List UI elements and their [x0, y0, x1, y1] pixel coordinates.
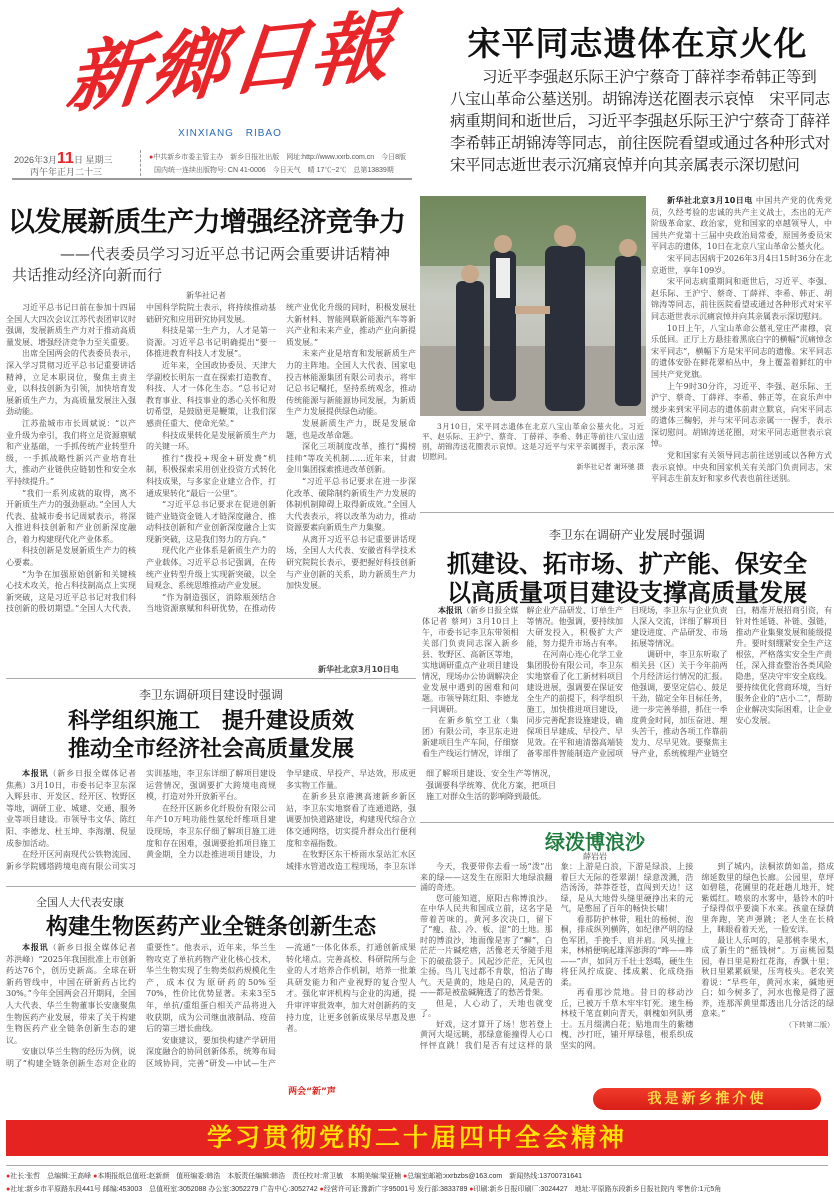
date-suffix: 日 星期三: [73, 155, 113, 165]
photo-caption: 3月10日，宋平同志遗体在北京八宝山革命公墓火化。习近平、赵乐际、王沪宁、蔡奇、丁薛祥、李希、韩正等前往八宝山送别，胡锦涛送花圈表示哀悼。这是习近平与宋平亲属握手，表示深切慰问。: [422, 422, 644, 461]
paragraph: 再看那沙荒地。昔日的移动沙丘，已被万千草木牢牢钉死。速生杨林枝干笔直刺向青天，刺槐如列队勇士。五月缀满白花；贴地而生的紫穗槐、沙打旺，铺开厚绿毯，根系织成坚实的网。: [560, 988, 694, 1050]
paragraph: 安康建议，要加快构建产学研用深度融合的协同创新体系，统筹布局区域协同，完善“研发—中试—生产—流通”一体化体系，打通创新成果转化堵点。完善高校、科研院所与企业的人才培养合作机制，培养一批兼具研发能力和产业视野的复合型人才。强化审评机构与企业的沟通，提升审评审批效率，加大对创新药的支持力度，让更多创新成果尽早惠及患者。: [146, 943, 416, 1068]
location-pin-icon: ●: [149, 154, 154, 161]
story6-body: [420, 862, 834, 1084]
paragraph-text: 3月10日，市委书记李卫东深入辉县市、开发区、经开区、牧野区等地，调研工业、城建、交通、服务业等项目建设。市领导韦文华、陈红阳、李德龙、杜玉坤、李海潮、倪显成参加活动。: [6, 780, 136, 848]
paragraph: “为争在加强原始创新和关键核心技术攻关，抢占科技制高点上实现新突破，这是习近平总书记对我们科技创新的殷切期望。”全国人大代表、中国科学院院士表示，将持续推动基础研究和应用研究协同发展。: [6, 303, 276, 614]
paragraph: [6, 768, 136, 849]
lead-label: 本报讯: [22, 769, 49, 778]
bullet-icon: ●: [403, 1173, 408, 1180]
photo-illustration: [420, 196, 646, 416]
footer-editors: 本期报纸总值班:赵新颜 值班编委:韩浩 本版责任编辑:韩浩 责任校对:常卫敏 本期美编:梁亚楠: [97, 1173, 402, 1180]
footer-line-1: [6, 1171, 828, 1181]
paragraph: 出席全国两会的代表委员表示，深入学习贯彻习近平总书记重要讲话精神，立足本职岗位，聚焦主责主业，以科技创新为引领，加快培育发展新质生产力，为高质量发展注入强劲动能。: [6, 349, 136, 417]
lunar-date: 丙午年正月二十三: [30, 167, 103, 177]
divider: [6, 886, 416, 887]
footer-printing: 印刷:新乡日报印刷厂:3024427 地址:平原路东段新乡日报社院内 零售价:1元5角: [473, 1186, 722, 1193]
paragraph: 宋平同志病重期间和逝世后，习近平、李强、赵乐际、王沪宁、蔡奇、丁薛祥、李希、韩正、胡锦涛等同志，前往医院看望或通过各种形式对宋平同志逝世表示沉痛哀悼并向其亲属表示深切慰问。: [651, 277, 832, 321]
paragraph: 从离开习近平总书记重要讲话现场，全国人大代表、安徽省科学技术研究院院长表示，要把握好科技创新与产业创新的关系，助力新质生产力加快发展。: [286, 534, 416, 591]
newspaper-logo: 新鄉日報: [62, 0, 398, 125]
story4-kicker: 李卫东调研项目建设时强调: [138, 688, 283, 702]
story4-headline-2: 推动全市经济社会高质量发展: [67, 737, 354, 762]
footer-line-2: [6, 1184, 828, 1194]
lead-headline: 宋平同志遗体在京火化: [467, 24, 808, 63]
date-day: 11: [57, 150, 74, 167]
paragraph: “我们一系列成就的取得，离不开新质生产力的强劲驱动。”全国人大代表、盐城市委书记周斌表示，将深入推进科技创新和产业创新深度融合，着力构建现代化产业体系。: [6, 488, 136, 544]
paragraph: 您可能知道，原阳古称博浪沙。在中华人民共和国成立前，这名字是带着苦味的。黄河多次决口，留下了“瘦、盐、冷、板、涩”的土地。那时的博浪沙，地面像是害了“癣”，白茫茫一片碱疙瘩，活像老天爷随手甩下的破盐袋子。风起沙茫茫，无风也尘扬。鸟儿飞过都不肯歇，怕沾了晦气。天是黄的，地是白的，风是苦的——都是被盐碱腌透了的愁苦骨架。: [420, 893, 553, 997]
news-photo: [420, 196, 646, 416]
paragraph: 科技是第一生产力，人才是第一资源。习近平总书记明确提出“要一体推进教育科技人才发展”。: [146, 326, 276, 359]
photo-credit: 新华社记者 谢环驰 摄: [576, 463, 644, 471]
bullet-icon: ●: [319, 1186, 324, 1193]
paragraph: 好戏，这才算开了场！您若登上黄河大堤远眺，那绿意能撞得人心口怦怦直跳！我们是否有过这样的景象：上游是白浪，下游是绿浪，上接着巨大无际的苍翠湖！绿意泼溅，浩浩汤汤，莽莽苍苍，直闯到天边！这绿，是从大地骨头缝里硬挣出来的元气，是憋屈了百年的畅快长啸！: [420, 862, 694, 1050]
lead-label: 本报讯: [438, 606, 463, 615]
paragraph: [422, 605, 519, 715]
footer-staff: 社长:张哲 总编辑:王高峰: [10, 1173, 92, 1180]
publisher-text: 中共新乡市委主管主办 新乡日报社出版 网址:http://www.xxrb.com.cn 今日8版: [153, 154, 407, 161]
paragraph: 在牧野区东干桥雨水泵站汇水区域排水管道改造工程现场，李卫东详细了解项目建设、安全生产等情况，强调要科学统筹、优化方案，把项目施工对群众生活的影响降到最低。: [286, 769, 556, 871]
story3-kicker: 李卫东在调研产业发展时强调: [548, 528, 705, 542]
divider: [420, 512, 834, 513]
paragraph: 未来产业是培育和发展新质生产力的主阵地。全国人大代表、国家电投吉林能源集团有限公司表示，将牢记总书记嘱托，坚持系统观念，推动传统能源与新能源协同发展，为新质生产力发展提供绿色动能。: [286, 349, 416, 417]
paragraph: “作为制造强区，消除瓶颈结合当地资源禀赋和科研优势，在推动传统产业优化升级的同时，积极发展壮大新材料、智能网联新能源汽车等新兴产业和未来产业，推动产业向新提质发展。”: [146, 303, 416, 614]
dateline: [12, 148, 412, 180]
paragraph: “习近平总书记要求在促进创新链产业链资金链人才链深度融合、推动科技创新和产业创新深度融合上实现新突破，这是我们努力的方向。”: [146, 500, 276, 544]
paragraph: “习近平总书记要求在进一步深化改革、破除制约新质生产力发展的体制机制障碍上取得新成效。”全国人大代表表示，将以改革为动力，推动资源要素向新质生产力集聚。: [286, 476, 416, 533]
reporter-note: （新乡日报全媒体记者 蔡珂）: [422, 606, 519, 626]
story3-headline-2: 以高质量项目建设支撑高质量发展: [447, 579, 807, 607]
dateline-lead: 新华社北京3月10日电: [667, 196, 753, 205]
divider: [420, 822, 834, 823]
story6-headline: 绿泼博浪沙: [545, 830, 645, 854]
bullet-icon: ●: [6, 1186, 11, 1193]
story4-headline: 科学组织施工 提升建设质效: [67, 709, 354, 734]
paragraph: 到了城内，法桐浓荫如盖，搭成绵延数里的绿色长廊。公园里，草坪如碧毯，花圃里的花赶趟儿地开，姹紫嫣红。喷泉的水雾中，悬铃木的叶子绿得似乎要滴下水来。孩童在绿荫里奔跑，笑声弹跳；老人坐在长椅上，眯眼看着天光，一脸安详。: [701, 862, 834, 934]
footer-address: 社址:新乡市平原路东段441号 邮编:453003 总值班室:3052088 办公室:3052279 广告中心:3052742: [10, 1186, 318, 1193]
divider: [6, 678, 416, 679]
paragraph: 调研中，李卫东听取了相关县（区）关于今年前两个月经济运行情况的汇报。他强调，要坚定信心、鼓足干劲，锚定全年目标任务，进一步完善举措，抓住一季度黄金时间，加压奋进、埋头苦干，推动各项工作靠前发力、尽早见效。要聚焦主导产业，系统梳理产业链空白，精准开展招商引资，有针对性延链、补链、强链，推动产业集聚发展和能级提升。要时刻绷紧安全生产这根弦，严格落实安全生产责任，深入排查整治各类风险隐患，坚决守牢安全底线。要持续优化营商环境，当好服务企业的“店小二”，帮助企业解决实际困难，让企业安心发展。: [631, 606, 832, 758]
paragraph: 在河南心连心化学工业集团股份有限公司，李卫东实地察看了化工新材料项目建设进展，强调要在保证安全生产的前提下，科学组织施工，加快推进项目建设，同步完善配套设施建设，确保项目早建成、早投产、早见效。在平和迪清器高端装备零部件智能制造产业园项目现场，李卫东与企业负责人深入交流，详细了解项目建设进度、产品研发、市场拓展等情况。: [526, 606, 728, 758]
story2-subhead: ——代表委员学习习近平总书记两会重要讲话精神: [60, 245, 391, 263]
publisher-info: [149, 152, 406, 162]
bullet-icon: ●: [6, 1173, 11, 1180]
issue-info: 国内统一连续出版物号: CN 41-0006 今日天气 晴 17℃~2℃ 总第13839期: [154, 167, 394, 174]
paragraph: 现代化产业体系是新质生产力的产业载体。习近平总书记强调，在传统产业转型升级上实现新突破，以全局观念、系统思维推动产业发展。: [146, 546, 276, 591]
paragraph-text: 3月10日上午，市委书记李卫东带领相关部门负责同志深入新乡县、牧野区、高新区等地，实地调研重点产业项目建设情况，现场办公协调解决企业发展中遇到的困难和问题。市领导陈红阳、李德龙一同调研。: [422, 617, 519, 714]
paragraph: 科技创新是发展新质生产力的核心要素。: [6, 546, 136, 568]
divider: [6, 1165, 828, 1166]
bullet-icon: ●: [93, 1173, 98, 1180]
paragraph: 江苏盐城市市长周斌说：“以产业升级为牵引，我们将立足资源禀赋和产业基础，一手抓传统产业转型升级，一手抓战略性新兴产业培育壮大，推动产业链供应链韧性和安全水平持续提升。”: [6, 418, 136, 486]
story2-end: 新华社北京3月10日电: [318, 665, 399, 674]
reporter-note: （新乡日报全媒体记者 苏洪峰）: [6, 943, 136, 964]
paragraph: 10日上午，八宝山革命公墓礼堂庄严肃穆，哀乐低回。正厅上方悬挂着黑底白字的横幅“沉痛悼念宋平同志”，横幅下方是宋平同志的遗像。宋平同志的遗体安卧在鲜花翠柏丛中，身上覆盖着鲜红的中国共产党党旗。: [651, 323, 832, 379]
story2-byline: 新华社记者: [186, 291, 226, 300]
paragraph: 发展新质生产力，既是发展命题，也是改革命题。: [286, 418, 416, 440]
promo-banner[interactable]: 我是新乡推介使: [593, 1088, 821, 1110]
paragraph: 推行“拨投+现金+研发费”机制，积极探索采用创业投资方式转化科技成果，与多家企业建立合作，打通成果转化“最后一公里”。: [146, 453, 276, 498]
story5-headline: 构建生物医药产业全链条创新生态: [45, 915, 376, 940]
paragraph: 习近平总书记日前在参加十四届全国人大四次会议江苏代表团审议时强调，发展新质生产力对于推动高质量发展、增强经济竞争力至关重要。: [6, 303, 136, 347]
continued-note: （下转第二版）: [784, 1020, 834, 1029]
divider: [140, 150, 141, 176]
paragraph-text: 中国共产党的优秀党员，久经考验的忠诚的共产主义战士，杰出的无产阶级革命家、政治家，党和国家的卓越领导人，中国共产党第十三届中央政治局常委，原国务委员宋平同志的遗体，10日在北京八宝山革命公墓火化。: [651, 196, 833, 252]
paragraph: 科技成果转化是发展新质生产力的关键一环。: [146, 430, 276, 452]
lead-subhead: 习近平李强赵乐际王沪宁蔡奇丁薛祥李希韩正等到八宝山革命公墓送别。胡锦涛送花圈表示哀悼 宋平同志病重期间和逝世后，习近平李强赵乐际王沪宁蔡奇丁薛祥李希韩正胡锦涛等同志，前往医院看望或通过各种形式对宋平同志逝世表示沉痛哀悼并向其亲属表示深切慰问: [450, 68, 831, 174]
paragraph: 在新乡县京港澳高速新乡新区站，李卫东实地察看了连通道路，强调要加快道路建设，构建现代综合立体交通网络，切实提升群众出行便利度和幸福指数。: [286, 792, 416, 848]
paragraph: 近年来，全国政协委员、天津大学副校长明东一直在探索打造教育、科技、人才一体化生态。“总书记对教育事业、科技事业的悉心关怀和殷切希望，是鼓励更是鞭策，让我们深感责任重大、使命光荣。”: [146, 360, 276, 428]
lianghui-logo: 两会“新”声: [288, 1087, 336, 1097]
footer-license: 经营许可证:豫新广字95001号 发行部:3833789: [323, 1186, 468, 1193]
paragraph: 但是，人心动了，天地也就变了。: [420, 998, 553, 1018]
story3-headline: 抓建设、拓市场、扩产能、保安全: [447, 550, 807, 578]
paragraph: 党和国家有关领导同志前往送别或以各种方式表示哀悼。中央和国家机关有关部门负责同志，宋平同志生前友好和家乡代表也前往送别。: [651, 451, 832, 484]
paragraph: 在经开区河南现代公铁物流园、新乡学院娜塔跨境电商有限公司实习实训基地，李卫东详细了解项目建设运营情况，强调要扩大跨境电商规模，打造对外开放新平台。: [6, 769, 276, 871]
story6-author: 薛岩岩: [583, 852, 607, 861]
footer-contact: 总编室邮箱:xxrbzbs@163.com 新闻热线:13700731641: [407, 1173, 583, 1180]
bullet-icon: ●: [469, 1186, 474, 1193]
story2-headline: 以发展新质生产力增强经济竞争力: [8, 207, 406, 238]
lead-body: [651, 195, 832, 507]
paragraph: [651, 195, 832, 253]
paragraph: [6, 942, 136, 1046]
paragraph: 上午9时30分许，习近平、李强、赵乐际、王沪宁、蔡奇、丁薛祥、李希、韩正等，在哀乐声中缓步来到宋平同志的遗体前肃立默哀，向宋平同志的遗体三鞠躬，并与宋平同志亲属一一握手，表示深切慰问。胡锦涛送花圈，对宋平同志逝世表示哀悼。: [651, 381, 832, 449]
lead-label: 本报讯: [22, 943, 49, 952]
paragraph: 今天，我要带你去看一场“泼”出来的绿——这发生在原阳大地绿浪翻涌的奇迹。: [420, 862, 553, 892]
story5-kicker: 全国人大代表安康: [36, 896, 124, 909]
paragraph: 最让人乐呵的，是那桃李果木，成了新生的“摇钱树”。万亩桃园梨园，春日里是粉红花海，香飘十里；秋日里累累硕果，压弯枝头。老农笑着说：“早些年，黄河水来，碱地更白；如今树多了，河水也像是得了滋养，连那浑黄里都透出几分活泛的绿意来。”: [701, 935, 834, 1018]
paragraph: 宋平同志因病于2026年3月4日15时36分在北京逝世，享年109岁。: [651, 253, 832, 275]
paragraph: 在经开区新乡化纤股份有限公司年产10万吨功能性氨纶纤维项目建设现场，李卫东仔细了解项目施工进度和存在困难，强调要抢抓项目施工黄金期，全力以赴推进项目建设，力争早建成、早投产、早达效，形成更多实物工作量。: [146, 769, 416, 860]
story2-body: [6, 302, 416, 664]
theme-banner: 学习贯彻党的二十届四中全会精神: [6, 1120, 828, 1156]
date-prefix: 2026年3月: [14, 155, 58, 165]
reporter-note: （新乡日报全媒体记者 焦燕）: [6, 769, 136, 790]
paragraph-text: “2025年我国批准上市创新药达76个，创历史新高。全球在研新药管线中，中国在研新药占比约30%。”今年全国两会召开期间，全国人大代表、华兰生物董事长安康聚焦生物医药产业发展，带来了关于构建生物医药产业全链条创新生态的建议。: [6, 954, 137, 1045]
logo-pinyin: XINXIANG RIBAO: [178, 128, 282, 139]
paragraph: 深化三项制度改革，推行“揭榜挂帅”等攻关机制……近年来，甘肃金川集团探索推进改革创新。: [286, 442, 416, 475]
paragraph: 看那防护林带，粗壮的杨树、泡桐，排成纵列横阵，如纪律严明的绿色军团，手挽手、肩并肩。风头撞上来，林梢便响起雄浑澎湃的“哗——哗——”声，如同万千壮士怒喝，硬生生将狂风拧成旋、揉成絮、化成绕指柔。: [560, 914, 694, 987]
story5-body: [6, 942, 416, 1082]
paragraph: 在新乡航空工业（集团）有限公司，李卫东走进新建项目生产车间，仔细察看生产线运行情况，详细了解企业产品研发、订单生产等情况。他强调，要持续加大研发投入，积极扩大产能，努力提升市场占有率。: [422, 606, 623, 758]
story2-subhead-2: 共话推动经济向新而行: [12, 266, 163, 284]
paragraph: 安康以华兰生物的经历为例，说明了“构建全链条创新生态对企业的重要性”。他表示，近年来，华兰生物攻克了单抗药物产业化核心技术，华兰生物实现了生物类似药规模化生产，成本仅为原研药的50%至70%，性价比优势显著。未来3至5年，单抗/重组蛋白相关产品将进入收获期，成为公司继血液制品、疫苗后的第三增长曲线。: [6, 943, 276, 1068]
